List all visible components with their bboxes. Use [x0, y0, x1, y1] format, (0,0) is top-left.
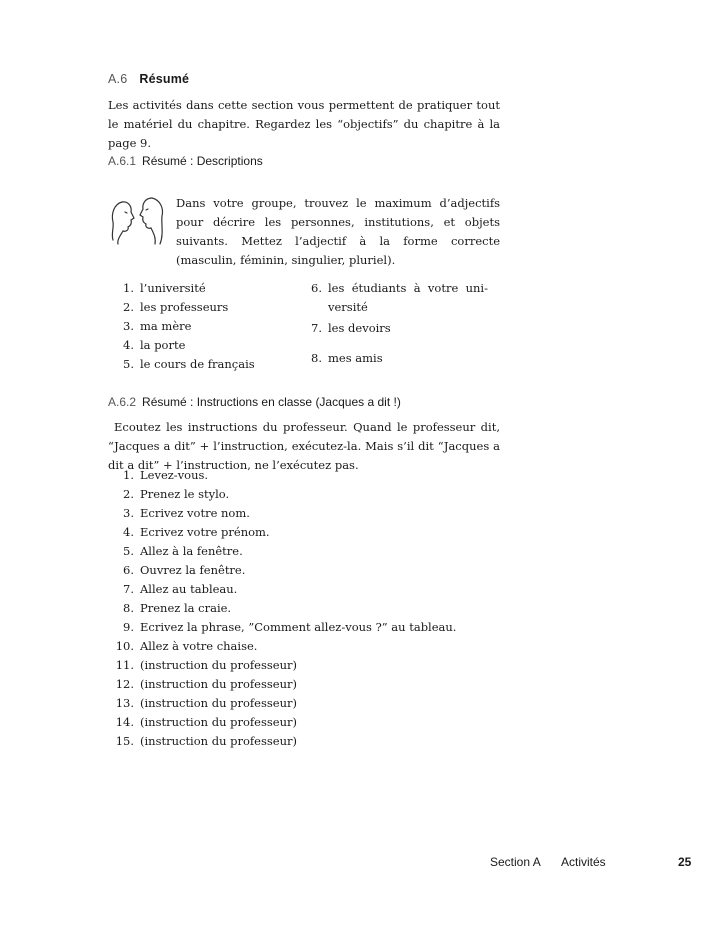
list-item: 1. l’université	[123, 281, 206, 295]
intro-paragraph: Les activités dans cette section vous permettent de pratiquer tout le matériel du chapitre. Regardez les “objectifs” du chapitre à la page 9.	[108, 98, 500, 150]
subsection-number: A.6.2	[108, 395, 137, 409]
descriptions-instructions: Dans votre groupe, trouvez le maximum d’adjectifs pour décrire les personnes, institutions, et objets suivants. Mettez l’adjectif à la forme correcte (masculin, féminin, singulier, pluriel).	[176, 196, 500, 267]
subsection-title: Résumé : Descriptions	[142, 154, 263, 168]
list-item: 14. (instruction du professeur)	[115, 715, 297, 729]
list-item: 1. Levez-vous.	[123, 468, 209, 482]
list-item: 9. Ecrivez la phrase, ”Comment allez-vous ?” au tableau.	[123, 620, 457, 634]
list-item: 12. (instruction du professeur)	[115, 677, 297, 691]
list-item: 10. Allez à votre chaise.	[115, 639, 258, 653]
list-item: 7. les devoirs	[311, 321, 391, 335]
footer-section: Section A	[490, 855, 541, 869]
list-item: 8. Prenez la craie.	[123, 601, 232, 615]
section-heading	[108, 72, 189, 86]
list-item: 15. (instruction du professeur)	[115, 734, 297, 748]
list-item: 6. Ouvrez la fenêtre.	[123, 563, 246, 577]
list-item: 2. Prenez le stylo.	[123, 487, 230, 501]
subsection-heading-instructions	[108, 395, 401, 409]
list-item: 8. mes amis	[311, 351, 383, 365]
subsection-number: A.6.1	[108, 154, 137, 168]
list-item: 4. la porte	[123, 338, 186, 352]
group-discussion-icon	[108, 194, 166, 250]
page-number: 25	[678, 855, 692, 869]
list-item: 13. (instruction du professeur)	[115, 696, 297, 710]
subsection-title: Résumé : Instructions en classe (Jacques a dit !)	[142, 395, 401, 409]
descriptions-list-right	[308, 279, 488, 368]
list-item: 4. Ecrivez votre prénom.	[123, 525, 270, 539]
list-item: 5. Allez à la fenêtre.	[123, 544, 243, 558]
list-item: 3. Ecrivez votre nom.	[123, 506, 250, 520]
list-item: 3. ma mère	[123, 319, 192, 333]
instructions-paragraph: Ecoutez les instructions du professeur. Quand le professeur dit, “Jacques a dit” + l’instruction, exécutez-la. Mais s’il dit “Jacques a dit a dit” + l’instruction, ne l’exécutez pas.	[108, 420, 500, 472]
section-title: Résumé	[139, 72, 190, 86]
section-number: A.6	[108, 72, 128, 86]
footer-chapter: Activités	[561, 855, 606, 869]
instructions-list	[108, 466, 456, 751]
list-item: 6. les étudiants à votre uni-versité	[311, 281, 488, 314]
subsection-heading-descriptions	[108, 154, 263, 168]
list-item: 5. le cours de français	[123, 357, 255, 371]
list-item: 2. les professeurs	[123, 300, 229, 314]
descriptions-list-left	[108, 279, 255, 374]
list-item: 7. Allez au tableau.	[123, 582, 238, 596]
list-item: 11. (instruction du professeur)	[115, 658, 297, 672]
